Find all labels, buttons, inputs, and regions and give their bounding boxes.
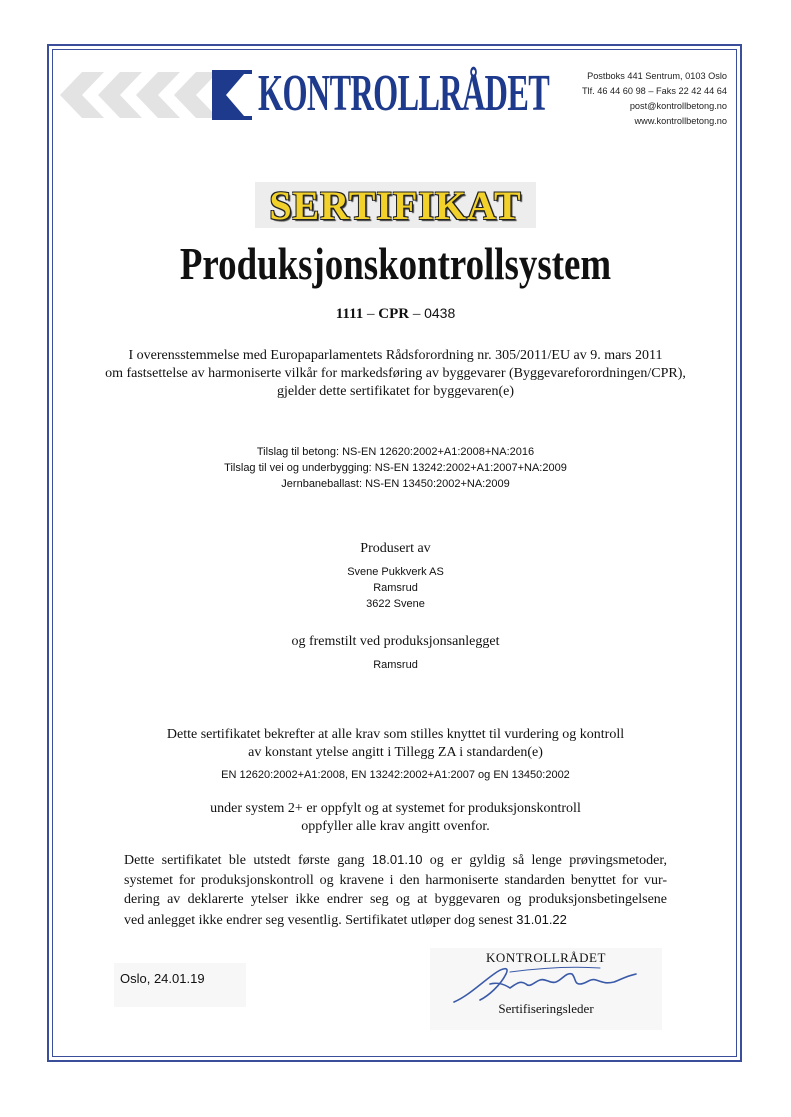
signature-org: KONTROLLRÅDET	[486, 950, 606, 965]
validity-paragraph: Dette sertifikatet ble utstedt første gang 18.01.10 og er gyldig så lenge prøvingsmetoder, systemet for produksjonskontroll og kravene i den harmoniserte standarden benyttet for vur- dering av deklarerte ytelser ikke endrer seg og at byggevaren og produksjonsbetingelsene ved anlegget ikke endrer seg vesentlig. Sertifikatet utløper dog senest 31.01.22	[124, 852, 667, 928]
contact-website[interactable]: www.kontrollbetong.no	[634, 116, 727, 126]
intro-text: I overensstemmelse med Europaparlamentets Rådsforordning nr. 305/2011/EU av 9. mars 2011 om fastsettelse av harmoniserte vilkår for markedsføring av byggevarer (Byggevareforordningen/CPR), gjelder dette sertifikatet for byggevaren(e)	[105, 348, 686, 399]
product-item: Jernbaneballast: NS-EN 13450:2002+NA:2009	[281, 478, 510, 490]
place-date: Oslo, 24.01.19	[120, 971, 205, 986]
contact-address: Postboks 441 Sentrum, 0103 Oslo	[587, 71, 727, 81]
contact-email[interactable]: post@kontrollbetong.no	[629, 101, 727, 111]
logo-wordmark: KONTROLLRÅDET	[258, 65, 550, 122]
contact-info	[582, 69, 727, 129]
certificate-subtitle: Produksjonskontrollsystem	[179, 239, 612, 289]
handwritten-signature	[450, 962, 640, 1006]
standards-list: EN 12620:2002+A1:2008, EN 13242:2002+A1:2007 og EN 13450:2002	[221, 769, 570, 781]
product-item: Tilslag til vei og underbygging: NS-EN 13242:2002+A1:2007+NA:2009	[224, 462, 567, 474]
confirmation-text: Dette sertifikatet bekrefter at alle krav som stilles knyttet til vurdering og kontroll av konstant ytelse angitt i Tillegg ZA i standarden(e)	[166, 727, 625, 760]
title-banner	[0, 182, 791, 228]
contact-phone: Tlf. 46 44 60 98 – Faks 22 42 44 64	[581, 86, 727, 96]
product-list	[0, 444, 791, 492]
plant-label: og fremstilt ved produksjonsanlegget	[291, 634, 500, 649]
logo-k-mark	[212, 70, 252, 120]
produced-by-label: Produsert av	[360, 541, 431, 556]
product-item: Tilslag til betong: NS-EN 12620:2002+A1:2008+NA:2016	[256, 446, 535, 458]
first-issued-date: 18.01.10	[371, 852, 423, 867]
system-text: under system 2+ er oppfylt og at systemet for produksjonskontroll oppfyller alle krav angitt ovenfor.	[210, 801, 581, 834]
signatory-title: Sertifiseringsleder	[498, 1001, 594, 1016]
certificate-number: 1111 – CPR – 0438	[335, 305, 456, 322]
certificate-title: SERTIFIKAT	[269, 183, 522, 228]
manufacturer-address: Svene Pukkverk AS Ramsrud 3622 Svene	[347, 566, 444, 610]
plant-name: Ramsrud	[373, 659, 418, 671]
expiry-date: 31.01.22	[516, 911, 567, 927]
